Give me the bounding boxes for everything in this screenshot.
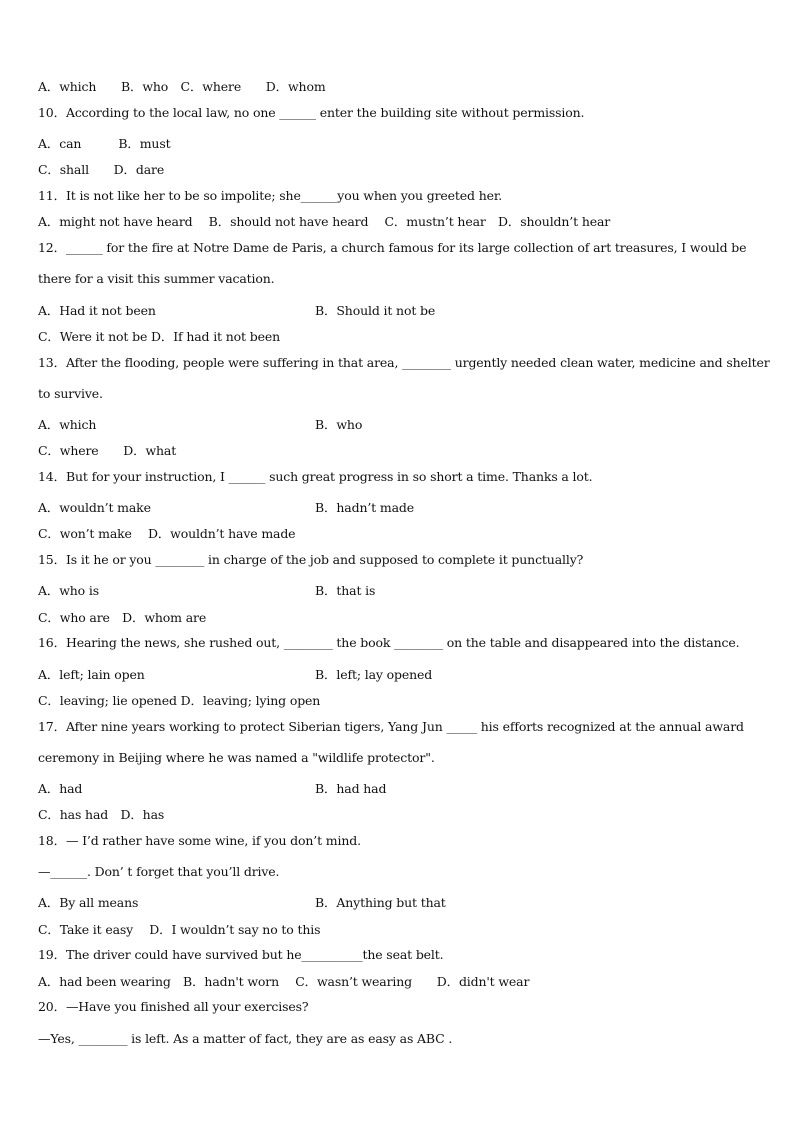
q16-options-cd: C．leaving; lie opened D．leaving; lying open [38,693,321,708]
q14-option-a: A．wouldn’t make [38,500,151,515]
q15-stem: 15．Is it he or you ________ in charge of the job and supposed to complete it punctually? [38,552,584,567]
q16-stem: 16．Hearing the news, she rushed out, ________ the book ________ on the table and disappeared into the distance. [38,635,740,650]
q15-options-cd: C．who are D．whom are [38,610,207,625]
q17-option-a: A．had [38,781,83,796]
q12-stem-cont: there for a visit this summer vacation. [38,271,275,286]
q12-options-cd: C．Were it not be D．If had it not been [38,329,280,344]
q17-option-b: B．had had [315,781,387,796]
q20-stem: 20．—Have you finished all your exercises? [38,999,309,1014]
q15-option-a: A．who is [38,583,99,598]
q10-options-cd: C．shall D．dare [38,162,165,177]
q11-options: A．might not have heard B．should not have heard C．mustn’t hear D．shouldn’t hear [38,214,611,229]
q17-stem-cont: ceremony in Beijing where he was named a "wildlife protector". [38,750,435,765]
q18-option-b: B．Anything but that [315,895,446,910]
q9-options: A．which B．who C．where D．whom [38,79,326,94]
q18-option-a: A．By all means [38,895,139,910]
q15-option-b: B．that is [315,583,376,598]
q14-option-b: B．hadn’t made [315,500,414,515]
q10-options-ab: A．can B．must [38,136,171,151]
q20-stem-cont: —Yes, ________ is left. As a matter of fact, they are as easy as ABC . [38,1031,453,1046]
q16-option-a: A．left; lain open [38,667,145,682]
q13-option-b: B．who [315,417,363,432]
q14-stem: 14．But for your instruction, I ______ such great progress in so short a time. Thanks a lot. [38,469,593,484]
q11-stem: 11．It is not like her to be so impolite; she______you when you greeted her. [38,188,503,203]
q19-options: A．had been wearing B．hadn't worn C．wasn’t wearing D．didn't wear [38,974,530,989]
q17-stem: 17．After nine years working to protect Siberian tigers, Yang Jun _____ his efforts recognized at the annual award [38,719,744,734]
q18-stem-cont: —______. Don’ t forget that you’ll drive. [38,864,280,879]
q19-stem: 19．The driver could have survived but he__________the seat belt. [38,947,444,962]
q12-option-a: A．Had it not been [38,303,156,318]
q13-option-a: A．which [38,417,97,432]
q18-stem: 18．— I’d rather have some wine, if you don’t mind. [38,833,361,848]
q13-options-cd: C．where D．what [38,443,177,458]
q14-options-cd: C．won’t make D．wouldn’t have made [38,526,296,541]
q10-stem: 10．According to the local law, no one ______ enter the building site without permission. [38,105,585,120]
q17-options-cd: C．has had D．has [38,807,165,822]
q12-option-b: B．Should it not be [315,303,436,318]
q13-stem-cont: to survive. [38,386,103,401]
q16-option-b: B．left; lay opened [315,667,433,682]
q13-stem: 13．After the flooding, people were suffering in that area, ________ urgently needed clean water, medicine and shelter [38,355,770,370]
q12-stem: 12．______ for the fire at Notre Dame de Paris, a church famous for its large collection of art treasures, I would be [38,240,747,255]
q18-options-cd: C．Take it easy D．I wouldn’t say no to this [38,922,321,937]
